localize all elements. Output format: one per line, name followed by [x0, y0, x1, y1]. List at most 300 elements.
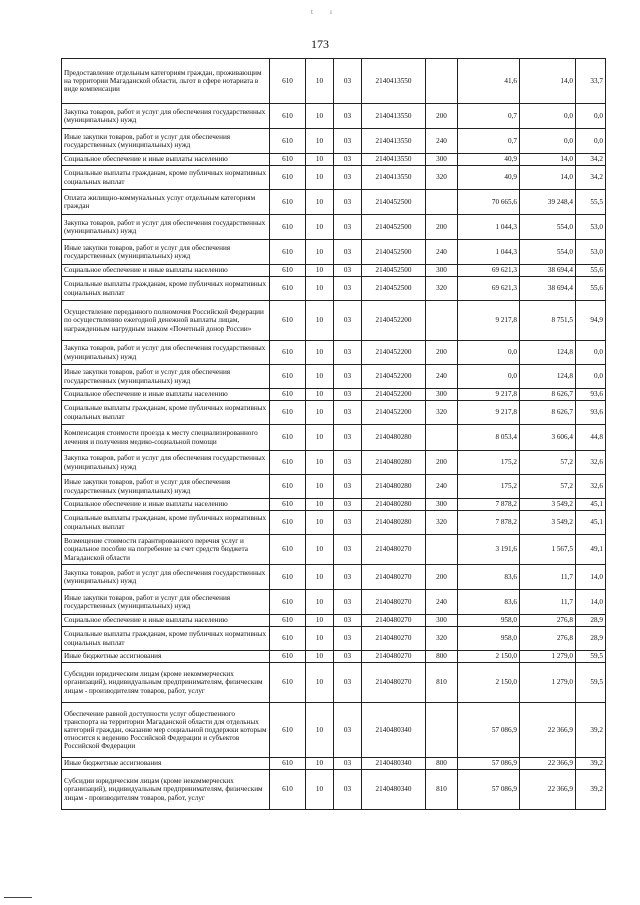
- subsection-code-cell: 03: [334, 59, 362, 104]
- target-article-cell: 2140452200: [362, 341, 426, 365]
- expense-type-cell: 300: [426, 615, 458, 627]
- planned-amount-cell: 175,2: [458, 451, 520, 475]
- execution-percent-cell: 93,6: [576, 401, 606, 425]
- subsection-code-cell: 03: [334, 425, 362, 451]
- actual-amount-cell: 0,0: [520, 129, 576, 154]
- ministry-code-cell: 610: [270, 615, 306, 627]
- ministry-code-cell: 610: [270, 365, 306, 389]
- budget-name-cell: Социальные выплаты гражданам, кроме публичных нормативных социальных выплат: [62, 401, 270, 425]
- ministry-code-cell: 610: [270, 651, 306, 663]
- expense-type-cell: 300: [426, 154, 458, 166]
- subsection-code-cell: 03: [334, 265, 362, 277]
- target-article-cell: 2140452500: [362, 190, 426, 215]
- table-row: [62, 265, 606, 277]
- expense-type-cell: 240: [426, 365, 458, 389]
- planned-amount-cell: 57 086,9: [458, 770, 520, 810]
- target-article-cell: 2140452500: [362, 265, 426, 277]
- budget-name-cell: Иные закупки товаров, работ и услуг для обеспечения государственных (муниципальных) нужд: [62, 365, 270, 389]
- execution-percent-cell: 0,0: [576, 365, 606, 389]
- actual-amount-cell: 1 567,5: [520, 535, 576, 565]
- section-code-cell: 10: [306, 451, 334, 475]
- execution-percent-cell: 94,9: [576, 301, 606, 341]
- target-article-cell: 2140480270: [362, 627, 426, 651]
- actual-amount-cell: 11,7: [520, 565, 576, 590]
- execution-percent-cell: 33,7: [576, 59, 606, 104]
- table-row: [62, 389, 606, 401]
- ministry-code-cell: 610: [270, 627, 306, 651]
- budget-name-cell: Иные закупки товаров, работ и услуг для обеспечения государственных (муниципальных) нужд: [62, 475, 270, 499]
- budget-name-cell: Иные бюджетные ассигнования: [62, 651, 270, 663]
- execution-percent-cell: 49,1: [576, 535, 606, 565]
- target-article-cell: 2140452500: [362, 240, 426, 265]
- expense-type-cell: 800: [426, 651, 458, 663]
- section-code-cell: 10: [306, 651, 334, 663]
- actual-amount-cell: 124,8: [520, 365, 576, 389]
- subsection-code-cell: 03: [334, 770, 362, 810]
- expense-type-cell: 240: [426, 129, 458, 154]
- subsection-code-cell: 03: [334, 758, 362, 770]
- subsection-code-cell: 03: [334, 129, 362, 154]
- budget-name-cell: Закупка товаров, работ и услуг для обеспечения государственных (муниципальных) нужд: [62, 104, 270, 129]
- expense-type-cell: [426, 703, 458, 758]
- ministry-code-cell: 610: [270, 277, 306, 301]
- ministry-code-cell: 610: [270, 475, 306, 499]
- execution-percent-cell: 28,9: [576, 615, 606, 627]
- actual-amount-cell: 14,0: [520, 166, 576, 190]
- table-row: [62, 565, 606, 590]
- planned-amount-cell: 958,0: [458, 627, 520, 651]
- execution-percent-cell: 39,2: [576, 758, 606, 770]
- expense-type-cell: 320: [426, 627, 458, 651]
- section-code-cell: 10: [306, 240, 334, 265]
- ministry-code-cell: 610: [270, 425, 306, 451]
- planned-amount-cell: 0,0: [458, 365, 520, 389]
- ministry-code-cell: 610: [270, 104, 306, 129]
- execution-percent-cell: 39,2: [576, 770, 606, 810]
- expense-type-cell: 300: [426, 265, 458, 277]
- ministry-code-cell: 610: [270, 758, 306, 770]
- planned-amount-cell: 3 191,6: [458, 535, 520, 565]
- subsection-code-cell: 03: [334, 389, 362, 401]
- table-row: [62, 499, 606, 511]
- planned-amount-cell: 2 150,0: [458, 663, 520, 703]
- budget-name-cell: Иные бюджетные ассигнования: [62, 758, 270, 770]
- execution-percent-cell: 0,0: [576, 104, 606, 129]
- ministry-code-cell: 610: [270, 129, 306, 154]
- target-article-cell: 2140413550: [362, 129, 426, 154]
- budget-name-cell: Компенсация стоимости проезда к месту специализированного лечения и получения медико-социальной помощи: [62, 425, 270, 451]
- actual-amount-cell: 554,0: [520, 215, 576, 240]
- actual-amount-cell: 3 549,2: [520, 499, 576, 511]
- ministry-code-cell: 610: [270, 190, 306, 215]
- expense-type-cell: 240: [426, 590, 458, 615]
- target-article-cell: 2140413550: [362, 59, 426, 104]
- expense-type-cell: [426, 190, 458, 215]
- section-code-cell: 10: [306, 425, 334, 451]
- planned-amount-cell: 40,9: [458, 166, 520, 190]
- section-code-cell: 10: [306, 104, 334, 129]
- table-row: [62, 703, 606, 758]
- table-row: [62, 154, 606, 166]
- subsection-code-cell: 03: [334, 154, 362, 166]
- subsection-code-cell: 03: [334, 341, 362, 365]
- subsection-code-cell: 03: [334, 301, 362, 341]
- table-row: [62, 511, 606, 535]
- planned-amount-cell: 83,6: [458, 590, 520, 615]
- section-code-cell: 10: [306, 365, 334, 389]
- target-article-cell: 2140480270: [362, 535, 426, 565]
- expense-type-cell: [426, 301, 458, 341]
- budget-name-cell: Социальное обеспечение и иные выплаты населению: [62, 615, 270, 627]
- actual-amount-cell: 8 626,7: [520, 401, 576, 425]
- budget-name-cell: Иные закупки товаров, работ и услуг для обеспечения государственных (муниципальных) нужд: [62, 129, 270, 154]
- target-article-cell: 2140452200: [362, 401, 426, 425]
- budget-name-cell: Социальное обеспечение и иные выплаты населению: [62, 154, 270, 166]
- table-row: [62, 651, 606, 663]
- budget-name-cell: Социальное обеспечение и иные выплаты населению: [62, 265, 270, 277]
- scan-mark: ı: [330, 8, 332, 16]
- budget-name-cell: Социальное обеспечение и иные выплаты населению: [62, 389, 270, 401]
- target-article-cell: 2140413550: [362, 166, 426, 190]
- section-code-cell: 10: [306, 535, 334, 565]
- target-article-cell: 2140480270: [362, 590, 426, 615]
- budget-name-cell: Оплата жилищно-коммунальных услуг отдельным категориям граждан: [62, 190, 270, 215]
- budget-name-cell: Закупка товаров, работ и услуг для обеспечения государственных (муниципальных) нужд: [62, 565, 270, 590]
- subsection-code-cell: 03: [334, 104, 362, 129]
- execution-percent-cell: 45,1: [576, 511, 606, 535]
- ministry-code-cell: 610: [270, 401, 306, 425]
- section-code-cell: 10: [306, 615, 334, 627]
- planned-amount-cell: 69 621,3: [458, 265, 520, 277]
- subsection-code-cell: 03: [334, 499, 362, 511]
- ministry-code-cell: 610: [270, 389, 306, 401]
- subsection-code-cell: 03: [334, 627, 362, 651]
- planned-amount-cell: 8 053,4: [458, 425, 520, 451]
- target-article-cell: 2140480280: [362, 451, 426, 475]
- expense-type-cell: [426, 535, 458, 565]
- ministry-code-cell: 610: [270, 240, 306, 265]
- subsection-code-cell: 03: [334, 565, 362, 590]
- section-code-cell: 10: [306, 475, 334, 499]
- actual-amount-cell: 38 694,4: [520, 277, 576, 301]
- page-number: 173: [311, 37, 329, 51]
- execution-percent-cell: 14,0: [576, 565, 606, 590]
- actual-amount-cell: 1 279,0: [520, 651, 576, 663]
- ministry-code-cell: 610: [270, 590, 306, 615]
- execution-percent-cell: 55,6: [576, 277, 606, 301]
- target-article-cell: 2140452500: [362, 215, 426, 240]
- ministry-code-cell: 610: [270, 154, 306, 166]
- ministry-code-cell: 610: [270, 770, 306, 810]
- execution-percent-cell: 53,0: [576, 240, 606, 265]
- ministry-code-cell: 610: [270, 499, 306, 511]
- planned-amount-cell: 0,7: [458, 104, 520, 129]
- target-article-cell: 2140413550: [362, 104, 426, 129]
- section-code-cell: 10: [306, 277, 334, 301]
- subsection-code-cell: 03: [334, 663, 362, 703]
- actual-amount-cell: 276,8: [520, 615, 576, 627]
- actual-amount-cell: 57,2: [520, 475, 576, 499]
- ministry-code-cell: 610: [270, 663, 306, 703]
- table-row: [62, 758, 606, 770]
- execution-percent-cell: 28,9: [576, 627, 606, 651]
- actual-amount-cell: 276,8: [520, 627, 576, 651]
- footnote-rule: [4, 897, 32, 898]
- actual-amount-cell: 8 751,5: [520, 301, 576, 341]
- planned-amount-cell: 1 044,3: [458, 240, 520, 265]
- expense-type-cell: 320: [426, 277, 458, 301]
- actual-amount-cell: 3 549,2: [520, 511, 576, 535]
- subsection-code-cell: 03: [334, 703, 362, 758]
- subsection-code-cell: 03: [334, 535, 362, 565]
- ministry-code-cell: 610: [270, 341, 306, 365]
- target-article-cell: 2140480270: [362, 615, 426, 627]
- execution-percent-cell: 93,6: [576, 389, 606, 401]
- actual-amount-cell: 57,2: [520, 451, 576, 475]
- expense-type-cell: 320: [426, 401, 458, 425]
- target-article-cell: 2140480270: [362, 663, 426, 703]
- budget-name-cell: Закупка товаров, работ и услуг для обеспечения государственных (муниципальных) нужд: [62, 215, 270, 240]
- ministry-code-cell: 610: [270, 215, 306, 240]
- execution-percent-cell: 34,2: [576, 154, 606, 166]
- execution-percent-cell: 32,6: [576, 475, 606, 499]
- section-code-cell: 10: [306, 663, 334, 703]
- expense-type-cell: 200: [426, 565, 458, 590]
- execution-percent-cell: 53,0: [576, 215, 606, 240]
- target-article-cell: 2140480280: [362, 499, 426, 511]
- table-row: [62, 365, 606, 389]
- section-code-cell: 10: [306, 401, 334, 425]
- ministry-code-cell: 610: [270, 535, 306, 565]
- expense-type-cell: 810: [426, 663, 458, 703]
- planned-amount-cell: 0,0: [458, 341, 520, 365]
- budget-name-cell: Закупка товаров, работ и услуг для обеспечения государственных (муниципальных) нужд: [62, 341, 270, 365]
- table-row: [62, 401, 606, 425]
- planned-amount-cell: 9 217,8: [458, 401, 520, 425]
- table-row: [62, 341, 606, 365]
- actual-amount-cell: 14,0: [520, 59, 576, 104]
- execution-percent-cell: 14,0: [576, 590, 606, 615]
- table-row: [62, 535, 606, 565]
- planned-amount-cell: 9 217,8: [458, 301, 520, 341]
- target-article-cell: 2140480340: [362, 770, 426, 810]
- table-row: [62, 425, 606, 451]
- execution-percent-cell: 55,5: [576, 190, 606, 215]
- subsection-code-cell: 03: [334, 590, 362, 615]
- expense-type-cell: 320: [426, 166, 458, 190]
- target-article-cell: 2140480340: [362, 703, 426, 758]
- section-code-cell: 10: [306, 499, 334, 511]
- actual-amount-cell: 0,0: [520, 104, 576, 129]
- section-code-cell: 10: [306, 129, 334, 154]
- planned-amount-cell: 57 086,9: [458, 703, 520, 758]
- expense-type-cell: [426, 425, 458, 451]
- section-code-cell: 10: [306, 511, 334, 535]
- budget-name-cell: Предоставление отдельным категориям граждан, проживающим на территории Магаданской области, льгот в сфере нотариата в виде компенсации: [62, 59, 270, 104]
- actual-amount-cell: 38 694,4: [520, 265, 576, 277]
- planned-amount-cell: 958,0: [458, 615, 520, 627]
- target-article-cell: 2140413550: [362, 154, 426, 166]
- budget-name-cell: Иные закупки товаров, работ и услуг для обеспечения государственных (муниципальных) нужд: [62, 240, 270, 265]
- execution-percent-cell: 59,5: [576, 651, 606, 663]
- subsection-code-cell: 03: [334, 475, 362, 499]
- planned-amount-cell: 7 878,2: [458, 511, 520, 535]
- subsection-code-cell: 03: [334, 215, 362, 240]
- section-code-cell: 10: [306, 59, 334, 104]
- planned-amount-cell: 9 217,8: [458, 389, 520, 401]
- expense-type-cell: 810: [426, 770, 458, 810]
- budget-table: [61, 58, 606, 810]
- expense-type-cell: [426, 59, 458, 104]
- expense-type-cell: 200: [426, 341, 458, 365]
- expense-type-cell: 320: [426, 511, 458, 535]
- table-row: [62, 615, 606, 627]
- expense-type-cell: 800: [426, 758, 458, 770]
- table-row: [62, 190, 606, 215]
- planned-amount-cell: 7 878,2: [458, 499, 520, 511]
- budget-name-cell: Закупка товаров, работ и услуг для обеспечения государственных (муниципальных) нужд: [62, 451, 270, 475]
- section-code-cell: 10: [306, 215, 334, 240]
- table-row: [62, 590, 606, 615]
- section-code-cell: 10: [306, 154, 334, 166]
- subsection-code-cell: 03: [334, 240, 362, 265]
- planned-amount-cell: 70 665,6: [458, 190, 520, 215]
- budget-name-cell: Социальные выплаты гражданам, кроме публичных нормативных социальных выплат: [62, 627, 270, 651]
- section-code-cell: 10: [306, 627, 334, 651]
- actual-amount-cell: 22 366,9: [520, 703, 576, 758]
- section-code-cell: 10: [306, 265, 334, 277]
- planned-amount-cell: 1 044,3: [458, 215, 520, 240]
- planned-amount-cell: 175,2: [458, 475, 520, 499]
- actual-amount-cell: 3 606,4: [520, 425, 576, 451]
- section-code-cell: 10: [306, 301, 334, 341]
- target-article-cell: 2140480270: [362, 565, 426, 590]
- ministry-code-cell: 610: [270, 59, 306, 104]
- subsection-code-cell: 03: [334, 277, 362, 301]
- planned-amount-cell: 83,6: [458, 565, 520, 590]
- execution-percent-cell: 59,5: [576, 663, 606, 703]
- section-code-cell: 10: [306, 341, 334, 365]
- budget-name-cell: Социальные выплаты гражданам, кроме публичных нормативных социальных выплат: [62, 277, 270, 301]
- expense-type-cell: 200: [426, 104, 458, 129]
- budget-name-cell: Субсидии юридическим лицам (кроме некоммерческих организаций), индивидуальным предпринимателям, физическим лицам - производителям товаров, работ, услуг: [62, 770, 270, 810]
- budget-name-cell: Социальное обеспечение и иные выплаты населению: [62, 499, 270, 511]
- actual-amount-cell: 22 366,9: [520, 758, 576, 770]
- target-article-cell: 2140480280: [362, 511, 426, 535]
- planned-amount-cell: 0,7: [458, 129, 520, 154]
- budget-name-cell: Социальные выплаты гражданам, кроме публичных нормативных социальных выплат: [62, 166, 270, 190]
- subsection-code-cell: 03: [334, 651, 362, 663]
- execution-percent-cell: 32,6: [576, 451, 606, 475]
- budget-name-cell: Осуществление переданного полномочия Российской Федерации по осуществлению ежегодной денежной выплаты лицам, награжденным нагрудным знаком «Почетный донор России»: [62, 301, 270, 341]
- planned-amount-cell: 40,9: [458, 154, 520, 166]
- section-code-cell: 10: [306, 590, 334, 615]
- ministry-code-cell: 610: [270, 703, 306, 758]
- budget-name-cell: Социальные выплаты гражданам, кроме публичных нормативных социальных выплат: [62, 511, 270, 535]
- section-code-cell: 10: [306, 166, 334, 190]
- target-article-cell: 2140480280: [362, 475, 426, 499]
- planned-amount-cell: 2 150,0: [458, 651, 520, 663]
- target-article-cell: 2140480270: [362, 651, 426, 663]
- table-row: [62, 104, 606, 129]
- expense-type-cell: 300: [426, 389, 458, 401]
- subsection-code-cell: 03: [334, 365, 362, 389]
- table-row: [62, 770, 606, 810]
- execution-percent-cell: 0,0: [576, 341, 606, 365]
- ministry-code-cell: 610: [270, 301, 306, 341]
- expense-type-cell: 240: [426, 475, 458, 499]
- section-code-cell: 10: [306, 565, 334, 590]
- table-row: [62, 475, 606, 499]
- section-code-cell: 10: [306, 770, 334, 810]
- subsection-code-cell: 03: [334, 451, 362, 475]
- execution-percent-cell: 44,8: [576, 425, 606, 451]
- execution-percent-cell: 39,2: [576, 703, 606, 758]
- table-row: [62, 451, 606, 475]
- ministry-code-cell: 610: [270, 451, 306, 475]
- target-article-cell: 2140452200: [362, 301, 426, 341]
- actual-amount-cell: 124,8: [520, 341, 576, 365]
- target-article-cell: 2140452200: [362, 389, 426, 401]
- execution-percent-cell: 55,6: [576, 265, 606, 277]
- table-row: [62, 129, 606, 154]
- subsection-code-cell: 03: [334, 166, 362, 190]
- table-row: [62, 240, 606, 265]
- budget-table-body: [62, 59, 606, 810]
- table-row: [62, 166, 606, 190]
- expense-type-cell: 240: [426, 240, 458, 265]
- planned-amount-cell: 57 086,9: [458, 758, 520, 770]
- actual-amount-cell: 22 366,9: [520, 770, 576, 810]
- table-row: [62, 215, 606, 240]
- budget-name-cell: Иные закупки товаров, работ и услуг для обеспечения государственных (муниципальных) нужд: [62, 590, 270, 615]
- budget-name-cell: Возмещение стоимости гарантированного перечня услуг и социальное пособие на погребение за счет средств бюджета Магаданской области: [62, 535, 270, 565]
- subsection-code-cell: 03: [334, 615, 362, 627]
- execution-percent-cell: 0,0: [576, 129, 606, 154]
- table-row: [62, 277, 606, 301]
- ministry-code-cell: 610: [270, 565, 306, 590]
- expense-type-cell: 200: [426, 215, 458, 240]
- ministry-code-cell: 610: [270, 166, 306, 190]
- budget-name-cell: Субсидии юридическим лицам (кроме некоммерческих организаций), индивидуальным предпринимателям, физическим лицам - производителям товаров, работ, услуг: [62, 663, 270, 703]
- actual-amount-cell: 11,7: [520, 590, 576, 615]
- actual-amount-cell: 554,0: [520, 240, 576, 265]
- target-article-cell: 2140452500: [362, 277, 426, 301]
- actual-amount-cell: 1 279,0: [520, 663, 576, 703]
- subsection-code-cell: 03: [334, 401, 362, 425]
- execution-percent-cell: 45,1: [576, 499, 606, 511]
- section-code-cell: 10: [306, 389, 334, 401]
- ministry-code-cell: 610: [270, 265, 306, 277]
- section-code-cell: 10: [306, 758, 334, 770]
- budget-name-cell: Обеспечение равной доступности услуг общественного транспорта на территории Магаданской области для отдельных категорий граждан, оказание мер социальной поддержки которым относится к ведению Российской Федерации и субъектов Российской Федерации: [62, 703, 270, 758]
- table-row: [62, 663, 606, 703]
- actual-amount-cell: 14,0: [520, 154, 576, 166]
- table-row: [62, 627, 606, 651]
- section-code-cell: 10: [306, 190, 334, 215]
- table-row: [62, 59, 606, 104]
- subsection-code-cell: 03: [334, 190, 362, 215]
- execution-percent-cell: 34,2: [576, 166, 606, 190]
- planned-amount-cell: 41,6: [458, 59, 520, 104]
- section-code-cell: 10: [306, 703, 334, 758]
- scan-mark: t: [311, 8, 313, 16]
- target-article-cell: 2140452200: [362, 365, 426, 389]
- planned-amount-cell: 69 621,3: [458, 277, 520, 301]
- table-row: [62, 301, 606, 341]
- target-article-cell: 2140480340: [362, 758, 426, 770]
- actual-amount-cell: 39 248,4: [520, 190, 576, 215]
